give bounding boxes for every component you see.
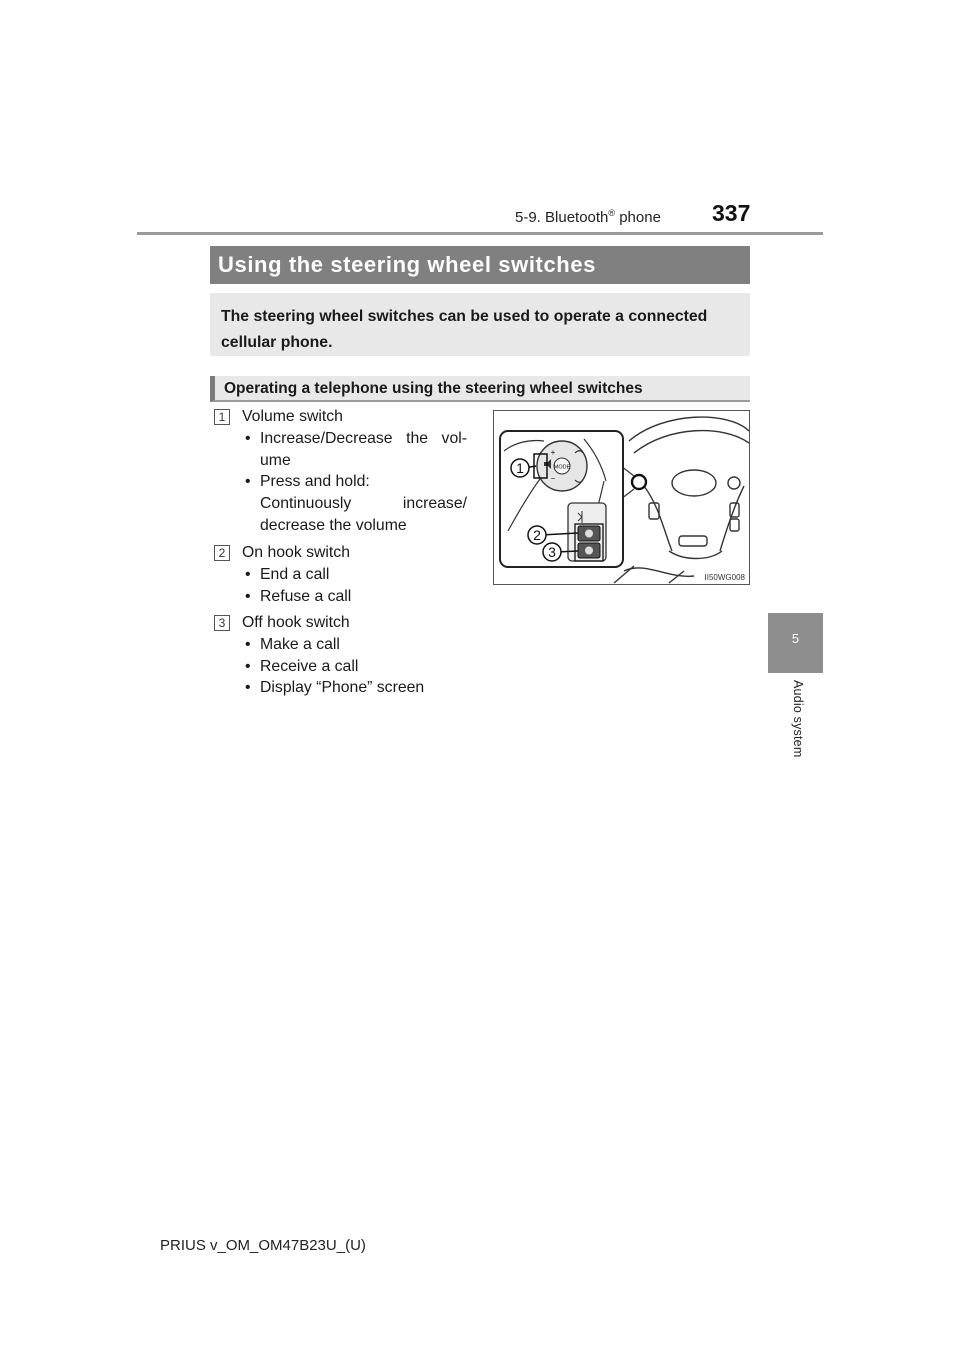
item-title: Volume switch: [242, 408, 343, 425]
bullet-line: decrease the volume: [260, 516, 407, 534]
intro-text: The steering wheel switches can be used to operate a connected cellular phone.: [221, 308, 708, 351]
registered-mark: ®: [608, 208, 616, 218]
list-item: • End a call: [242, 564, 472, 586]
steering-wheel-drawing: [494, 411, 749, 584]
chapter-tab-number: 5: [791, 631, 800, 646]
wheel-overview: [614, 417, 749, 583]
item-title: Off hook switch: [242, 614, 350, 631]
list-item: [242, 428, 467, 472]
svg-text:+: +: [550, 448, 556, 457]
callout-1: 1: [516, 460, 524, 476]
subheading: Operating a telephone using the steering wheel switches: [210, 376, 750, 402]
mode-button-label: MODE: [553, 464, 571, 471]
header-section-suffix: phone: [615, 209, 661, 226]
item-number-badge: 3: [214, 615, 230, 631]
bullet-line: ume: [260, 451, 291, 469]
header-divider: [137, 232, 823, 235]
intro-box: [210, 293, 750, 356]
header-section-text: 5-9. Bluetooth: [515, 209, 609, 226]
list-item: • Display “Phone” screen: [242, 677, 482, 699]
header-section-title: [515, 208, 661, 226]
highlight-circle: [632, 475, 646, 489]
page-number: 337: [712, 200, 751, 226]
item-number-badge: 2: [214, 545, 230, 561]
item-off-hook-switch: [242, 612, 482, 699]
chapter-tab[interactable]: [768, 613, 823, 673]
zoom-inset: [500, 431, 623, 567]
list-item: • Refuse a call: [242, 586, 472, 608]
item-on-hook-switch: [242, 542, 472, 607]
list-item: [242, 471, 467, 536]
on-hook-icon: [585, 530, 593, 538]
item-title: On hook switch: [242, 544, 350, 561]
bullet-line: • Press and hold:: [260, 473, 370, 491]
steering-wheel-illustration: [493, 410, 750, 585]
document-id: PRIUS v_OM_OM47B23U_(U): [160, 1237, 366, 1254]
bullet-line: Continuously increase/: [260, 495, 467, 513]
callout-2: 2: [533, 527, 541, 543]
svg-text:−: −: [550, 474, 556, 483]
item-number-badge: 1: [214, 409, 230, 425]
illustration-code: II50WG008: [704, 573, 745, 582]
callout-3: 3: [548, 544, 556, 560]
list-item: • Make a call: [242, 634, 482, 656]
chapter-tab-label: Audio system: [791, 680, 805, 758]
section-title: Using the steering wheel switches: [210, 246, 750, 284]
item-volume-switch: [242, 406, 467, 537]
list-item: • Receive a call: [242, 656, 482, 678]
bullet-line: • Increase/Decrease the vol-: [260, 429, 467, 447]
off-hook-icon: [585, 547, 593, 555]
